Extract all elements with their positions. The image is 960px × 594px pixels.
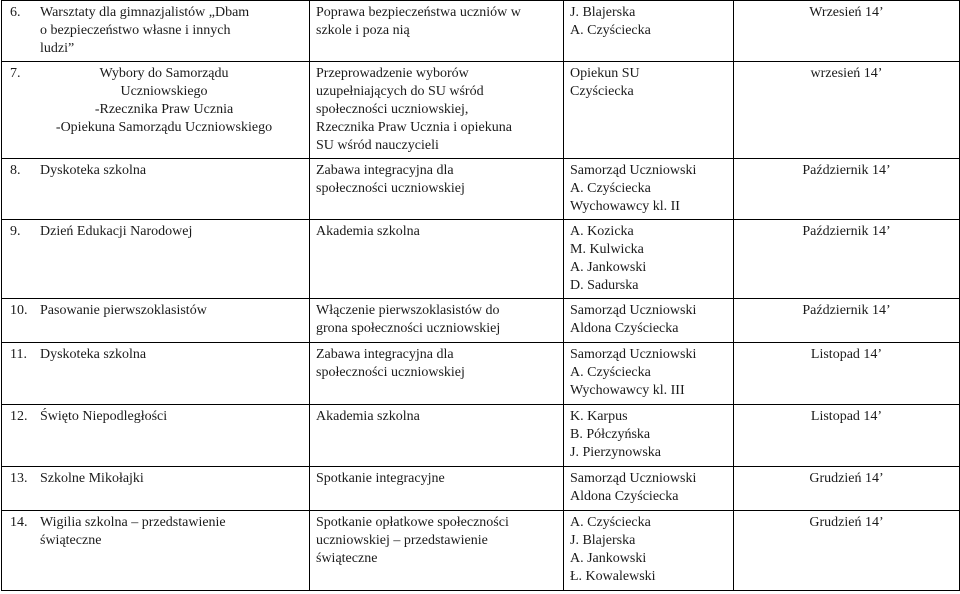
row-number: 11.: [10, 347, 27, 362]
events-table: [1, 0, 960, 591]
event-name: Dyskoteka szkolna: [40, 163, 147, 178]
form-cell: Spotkanie opłatkowe społeczności uczniowskiej – przedstawienie świąteczne: [310, 511, 564, 591]
row-number: 12.: [10, 409, 28, 424]
table-row: [2, 511, 960, 591]
date-cell: Grudzień 14’: [734, 467, 960, 511]
event-cell: [2, 299, 310, 343]
event-name: Dzień Edukacji Narodowej: [40, 224, 193, 239]
form-cell: Przeprowadzenie wyborów uzupełniających do SU wśród społeczności uczniowskiej, Rzecznika Praw Ucznia i opiekuna SU wśród nauczycieli: [310, 62, 564, 159]
responsible-cell: J. Blajerska A. Czyściecka: [564, 1, 734, 62]
responsible-cell: Opiekun SU Czyściecka: [564, 62, 734, 159]
table-row: [2, 62, 960, 159]
event-cell: [2, 159, 310, 220]
form-cell: Zabawa integracyjna dla społeczności uczniowskiej: [310, 159, 564, 220]
row-number: 6.: [10, 5, 21, 20]
responsible-cell: A. Czyściecka J. Blajerska A. Jankowski Ł. Kowalewski: [564, 511, 734, 591]
table-row: [2, 159, 960, 220]
table-row: [2, 343, 960, 405]
row-number: 7.: [10, 66, 21, 81]
responsible-cell: K. Karpus B. Półczyńska J. Pierzynowska: [564, 405, 734, 467]
responsible-cell: Samorząd Uczniowski Aldona Czyściecka: [564, 299, 734, 343]
form-cell: Włączenie pierwszoklasistów do grona społeczności uczniowskiej: [310, 299, 564, 343]
row-number: 14.: [10, 515, 28, 530]
form-cell: Poprawa bezpieczeństwa uczniów w szkole i poza nią: [310, 1, 564, 62]
event-cell: [2, 405, 310, 467]
date-cell: Listopad 14’: [734, 405, 960, 467]
event-name: Pasowanie pierwszoklasistów: [40, 303, 207, 318]
table-row: [2, 299, 960, 343]
form-cell: Akademia szkolna: [310, 220, 564, 299]
form-cell: Akademia szkolna: [310, 405, 564, 467]
event-name: Święto Niepodległości: [40, 409, 168, 424]
responsible-cell: Samorząd Uczniowski A. Czyściecka Wychowawcy kl. II: [564, 159, 734, 220]
date-cell: Październik 14’: [734, 159, 960, 220]
row-number: 13.: [10, 471, 28, 486]
event-cell: [2, 62, 310, 159]
event-cell: [2, 343, 310, 405]
table-row: [2, 405, 960, 467]
date-cell: wrzesień 14’: [734, 62, 960, 159]
event-name: Szkolne Mikołajki: [40, 471, 144, 486]
event-cell: [2, 511, 310, 591]
event-cell: [2, 467, 310, 511]
responsible-cell: A. Kozicka M. Kulwicka A. Jankowski D. Sadurska: [564, 220, 734, 299]
date-cell: Listopad 14’: [734, 343, 960, 405]
table-row: [2, 220, 960, 299]
event-name: Wybory do Samorządu Uczniowskiego -Rzecznika Praw Ucznia -Opiekuna Samorządu Uczniowskiego: [55, 66, 273, 135]
row-number: 9.: [10, 224, 21, 239]
event-name: Dyskoteka szkolna: [40, 347, 147, 362]
event-cell: [2, 1, 310, 62]
responsible-cell: Samorząd Uczniowski Aldona Czyściecka: [564, 467, 734, 511]
event-name: Warsztaty dla gimnazjalistów „Dbam o bezpieczeństwo własne i innych ludzi”: [40, 5, 250, 56]
row-number: 8.: [10, 163, 21, 178]
row-number: 10.: [10, 303, 28, 318]
date-cell: Październik 14’: [734, 220, 960, 299]
date-cell: Wrzesień 14’: [734, 1, 960, 62]
table-row: [2, 467, 960, 511]
event-cell: [2, 220, 310, 299]
date-cell: Grudzień 14’: [734, 511, 960, 591]
table-row: [2, 1, 960, 62]
form-cell: Zabawa integracyjna dla społeczności uczniowskiej: [310, 343, 564, 405]
form-cell: Spotkanie integracyjne: [310, 467, 564, 511]
date-cell: Październik 14’: [734, 299, 960, 343]
responsible-cell: Samorząd Uczniowski A. Czyściecka Wychowawcy kl. III: [564, 343, 734, 405]
event-name: Wigilia szkolna – przedstawienie świąteczne: [40, 515, 226, 548]
